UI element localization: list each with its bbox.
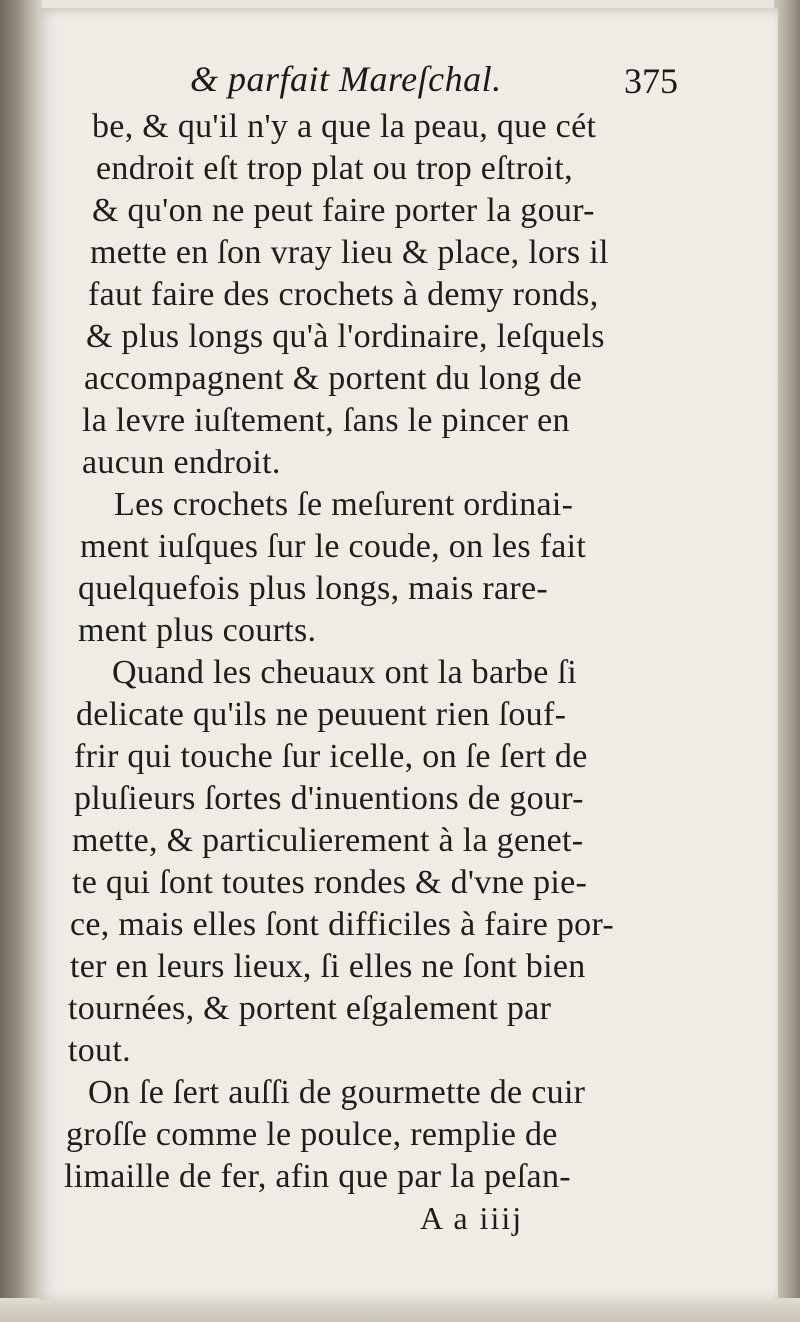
text-line: te qui ſont toutes rondes & d'vne pie- [72,864,588,901]
text-line: quelquefois plus longs, mais rare- [78,570,549,607]
running-title: & parfait Mareſchal. [190,59,502,99]
text-line: & qu'on ne peut faire porter la gour- [92,192,595,229]
text-line: ter en leurs lieux, ſi elles ne ſont bien [70,948,586,985]
text-line: endroit eſt trop plat ou trop eſtroit, [96,150,573,187]
text-line: accompagnent & portent du long de [84,360,583,397]
text-line: Les crochets ſe meſurent ordinai- [114,486,574,523]
text-line: frir qui touche ſur icelle, on ſe ſert de [74,738,588,775]
text-line: pluſieurs ſortes d'inuentions de gour- [74,780,584,817]
text-line: tournées, & portent eſgalement par [68,990,552,1027]
text-line: On ſe ſert auſſi de gourmette de cuir [88,1074,586,1111]
scan-bottom-edge [0,1298,800,1322]
text-line: groſſe comme le poulce, remplie de [66,1116,558,1153]
text-line: tout. [68,1032,131,1069]
text-line: mette en ſon vray lieu & place, lors il [90,234,609,271]
book-page [40,8,778,1300]
text-line: aucun endroit. [82,444,281,481]
text-line: limaille de fer, afin que par la peſan- [64,1158,571,1195]
catchword-signature: A a iiij [420,1200,524,1236]
page-number: 375 [624,61,678,101]
text-line: faut faire des crochets à demy ronds, [88,276,599,313]
text-line: Quand les cheuaux ont la barbe ſi [112,654,577,691]
text-line: la levre iuſtement, ſans le pincer en [82,402,570,439]
scan-left-edge [0,0,42,1322]
text-line: be, & qu'il n'y a que la peau, que cét [92,108,597,145]
text-line: & plus longs qu'à l'ordinaire, leſquels [86,318,605,355]
text-line: ment plus courts. [78,612,317,649]
text-line: delicate qu'ils ne peuuent rien ſouf- [76,696,567,733]
text-line: ce, mais elles ſont difficiles à faire por- [70,906,615,943]
text-line: ment iuſques ſur le coude, on les fait [80,528,587,565]
text-line: mette, & particulierement à la genet- [72,822,584,859]
